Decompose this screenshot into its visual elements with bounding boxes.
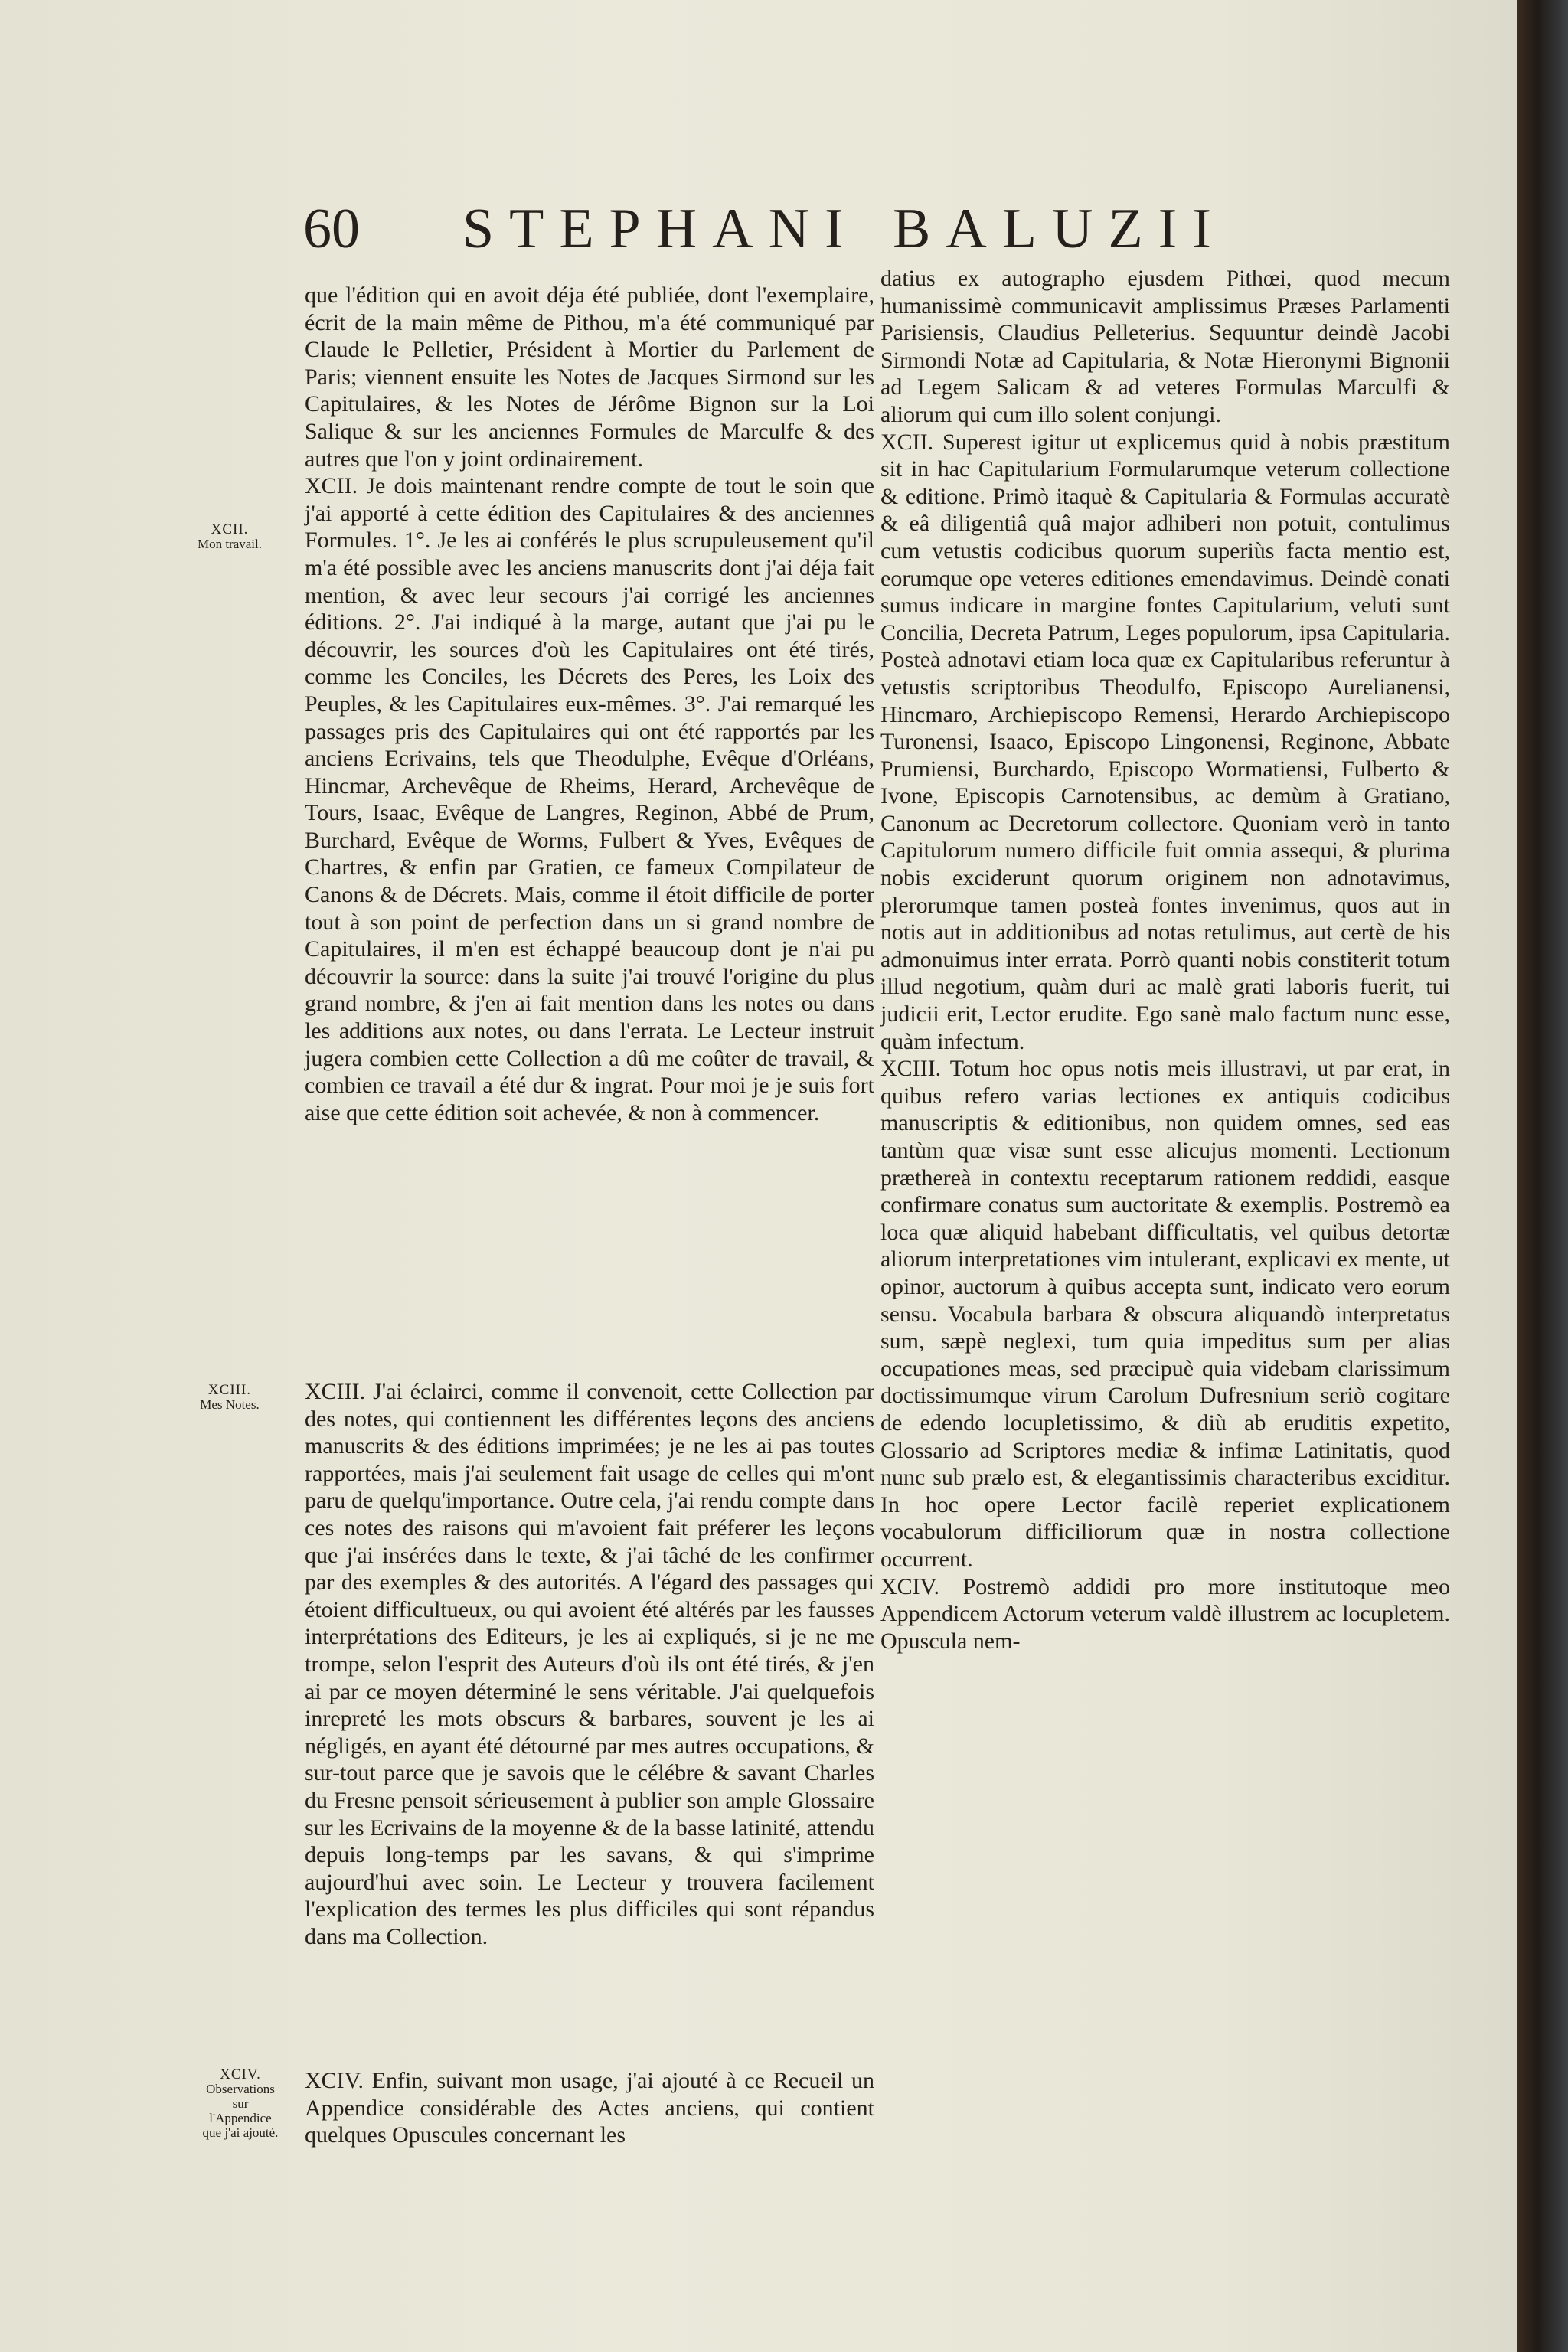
latin-xciv-paragraph: XCIV. Postremò addidi pro more institutoque meo Appendicem Actorum veterum valdè illustrem ac locupletem. Opuscula nem- <box>880 1573 1450 1654</box>
french-xciv-paragraph: XCIV. Enfin, suivant mon usage, j'ai ajouté à ce Recueil un Appendice considérable des Actes anciens, qui contient quelques Opuscules concernant les <box>305 2068 874 2148</box>
page-number: 60 <box>303 198 360 260</box>
latin-xciii-paragraph: XCIII. Totum hoc opus notis meis illustravi, ut par erat, in quibus refero varias lectiones ex antiquis codicibus manuscriptis & editionibus, non quidem omnes, sed eas tantùm quæ visæ sunt esse alicujus momenti. Lectionum præthereà in contextu receptarum rationem reddidi, easque confirmare conatus sum auctoritate & exemplis. Postremò ea loca quæ aliquid habebant difficultatis, vel quibus detortæ aliorum interpretationes vim intulerant, explicavi ex mente, ut opinor, auctorum à quibus accepta sunt, indicato vero eorum sensu. Vocabula barbara & obscura aliquandò interpretatus sum, sæpè neglexi, tum quia impeditus sum per alias occupationes meas, sed præcipuè quia videbam clarissimum doctissimumque virum Carolum Dufresnium seriò cogitare de edendo locupletissimo, & diù ab eruditis expetito, Glossario ad Scriptores mediæ & infimæ Latinitatis, quod nunc sub prælo est, & elegantissimis characteribus exciditur. In hoc opere Lector facilè reperiet explicationem vocabulorum difficiliorum quæ in nostra collectione occurrent. <box>880 1056 1450 1572</box>
running-head-baluzii: BALUZII <box>893 198 1227 260</box>
margin-note-xciv <box>202 2067 279 2140</box>
french-intro-paragraph: que l'édition qui en avoit déja été publiée, dont l'exemplaire, écrit de la main même de Pithou, m'a été communiqué par Claude le Pelletier, Président à Mortier du Parlement de Paris; viennent ensuite les Notes de Jacques Sirmond sur les Capitulaires, & les Notes de Jérôme Bignon sur la Loi Salique & sur les anciennes Formules de Marculfe & des autres que l'on y joint ordinairement. <box>305 283 874 472</box>
margin-note-number: XCII. <box>211 521 249 537</box>
margin-note-xciii <box>191 1383 268 1412</box>
margin-note-number: XCIV. <box>220 2066 261 2082</box>
french-column <box>305 282 874 1126</box>
latin-xcii-paragraph: XCII. Superest igitur ut explicemus quid à nobis præstitum sit in hac Capitularium Formularumque veterum collectione & editione. Primò itaquè & Capitularia & Formulas accuratè & eâ diligentiâ quâ major adhiberi non potuit, contulimus cum vetustis codicibus quorum superiùs facta mentio est, eorumque ope veteres editiones emendavimus. Deindè conati sumus indicare in margine fontes Capitularium, veluti sunt Concilia, Decreta Patrum, Leges populorum, ipsa Capitularia. Posteà adnotavi etiam loca quæ ex Capitularibus referuntur à vetustis scriptoribus Theodulfo, Episcopo Aurelianensi, Hincmaro, Archiepiscopo Remensi, Herardo Archiepiscopo Turonensi, Isaaco, Episcopo Lingonensi, Reginone, Abbate Prumiensi, Burchardo, Episcopo Wormatiensi, Fulberto & Ivone, Episcopis Carnotensibus, ac demùm à Gratiano, Canonum ac Decretorum collectore. Quoniam verò in tanto Capitulorum numero difficile fuit omnia assequi, & plurima nobis exciderunt quorum originem non adnotavimus, plerorumque tamen posteà fontes invenimus, quos aut in notis aut in additionibus ad notas retulimus, aut certè de his admonuimus inter errata. Porrò quanti nobis constiterit totum illud negotium, quàm duri ac malè grati laboris fuerit, tui judicii erit, Lector erudite. Ego sanè malo factum nunc esse, quàm infectum. <box>880 429 1450 1054</box>
latin-intro-paragraph: datius ex autographo ejusdem Pithœi, quod mecum humanissimè communicavit amplissimus Præses Parlamenti Parisiensis, Claudius Pelleterius. Sequuntur deindè Jacobi Sirmondi Notæ ad Capitularia, & Notæ Hieronymi Bignonii ad Legem Salicam & ad veteres Formulas Marculfi & aliorum qui cum illo solent conjungi. <box>880 266 1450 427</box>
french-xcii-paragraph: XCII. Je dois maintenant rendre compte de tout le soin que j'ai apporté à cette édition des Capitulaires & des anciennes Formules. 1°. Je les ai conférés le plus scrupuleusement qu'il m'a été possible avec les anciens manuscrits dont j'ai déja fait mention, & avec leur secours j'ai corrigé les anciennes éditions. 2°. J'ai indiqué à la marge, autant que j'ai pu le découvrir, les sources d'où les Capitulaires ont été tirés, comme les Conciles, les Décrets des Peres, les Loix des Peuples, & les Capitulaires eux-mêmes. 3°. J'ai remarqué les passages pris des Capitulaires qui ont été rapportés par les anciens Ecrivains, tels que Theodulphe, Evêque d'Orléans, Hincmar, Archevêque de Rheims, Herard, Archevêque de Tours, Isaac, Evêque de Langres, Reginon, Abbé de Prum, Burchard, Evêque de Worms, Fulbert & Yves, Evêques de Chartres, & enfin par Gratien, ce fameux Compilateur de Canons & de Décrets. Mais, comme il étoit difficile de porter tout à son point de perfection dans un si grand nombre de Capitulaires, il m'en est échappé beaucoup dont je n'ai pu découvrir la source: dans la suite j'ai trouvé l'origine du plus grand nombre, & j'en ai fait mention dans les notes ou dans les additions aux notes, ou dans l'errata. Le Lecteur instruit jugera combien cette Collection a dû me coûter de travail, & combien ce travail a été dur & ingrat. Pour moi je je suis fort aise que cette édition soit achevée, & non à commencer. <box>305 473 874 1125</box>
french-column-xciv <box>305 2067 874 2149</box>
facing-page-edge <box>1517 0 1568 2352</box>
running-head-stephani: STEPHANI <box>462 198 859 260</box>
margin-note-label: Mon travail. <box>197 537 263 551</box>
margin-note-label: Observations sur l'Appendice que j'ai ajouté. <box>202 2082 279 2140</box>
latin-column <box>880 265 1450 1655</box>
french-column-xciii <box>305 1378 874 1950</box>
margin-note-label: Mes Notes. <box>200 1397 260 1412</box>
french-xciii-paragraph: XCIII. J'ai éclairci, comme il convenoit, cette Collection par des notes, qui contiennent les différentes leçons des anciens manuscrits & des éditions imprimées; je ne les ai pas toutes rapportées, mais j'ai seulement fait usage de celles qui m'ont paru de quelqu'importance. Outre cela, j'ai rendu compte dans ces notes des raisons qui m'avoient fait préferer les leçons que j'ai insérées dans le texte, & j'ai tâché de les confirmer par des exemples & des autorités. A l'égard des passages qui étoient difficultueux, ou qui avoient été altérés par les fausses interprétations des Editeurs, je les ai expliqués, si je ne me trompe, selon l'esprit des Auteurs d'où ils ont été tirés, & j'en ai par ce moyen déterminé le sens véritable. J'ai quelquefois inrepreté les mots obscurs & barbares, souvent je les ai négligés, en ayant été détourné par mes autres occupations, & sur-tout parce que je savois que le célébre & savant Charles du Fresne pensoit sérieusement à publier son ample Glossaire sur les Ecrivains de la moyenne & de la basse latinité, attendu depuis long-temps par les savans, & qui s'imprime aujourd'hui avec soin. Le Lecteur y trouvera facilement l'explication des termes les plus difficiles qui sont répandus dans ma Collection. <box>305 1379 874 1949</box>
margin-note-xcii <box>181 522 279 551</box>
margin-note-number: XCIII. <box>207 1382 252 1398</box>
